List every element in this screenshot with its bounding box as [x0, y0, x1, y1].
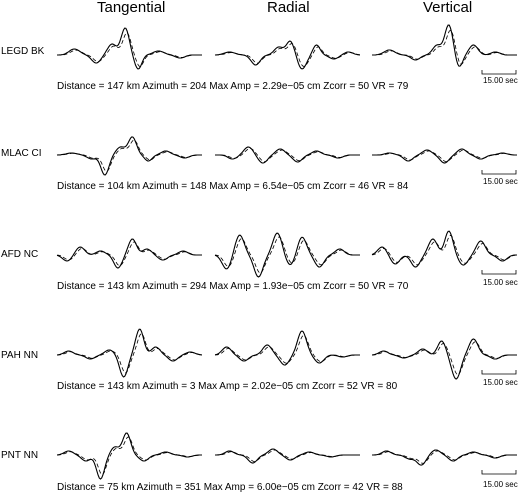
time-scale-label-2: 15.00 sec: [483, 177, 518, 186]
time-scale-bar-5: [482, 470, 516, 474]
time-scale-label-5: 15.00 sec: [483, 480, 518, 489]
synthetic-trace-vertical-5: [372, 451, 517, 463]
time-scale-bar-3: [482, 270, 516, 274]
station-info-3: Distance = 143 km Azimuth = 294 Max Amp = 1.93e−05 cm Zcorr = 50 VR = 70: [57, 281, 409, 292]
synthetic-trace-tangential-1: [57, 33, 202, 67]
observed-trace-tangential-5: [57, 433, 202, 479]
station-label-4: PAH NN: [1, 350, 39, 361]
station-label-5: PNT NN: [1, 450, 39, 461]
station-label-3: AFD NC: [1, 249, 39, 260]
station-label-2: MLAC CI: [1, 148, 42, 159]
synthetic-trace-vertical-2: [372, 150, 517, 161]
observed-trace-tangential-2: [57, 137, 202, 175]
observed-trace-tangential-4: [57, 329, 202, 377]
observed-trace-vertical-3: [372, 231, 517, 267]
time-scale-label-4: 15.00 sec: [483, 378, 518, 387]
synthetic-trace-radial-5: [215, 450, 360, 461]
time-scale-label-3: 15.00 sec: [483, 278, 518, 287]
synthetic-trace-radial-2: [215, 148, 360, 161]
observed-trace-vertical-4: [372, 339, 517, 379]
station-info-1: Distance = 147 km Azimuth = 204 Max Amp = 2.29e−05 cm Zcorr = 50 VR = 79: [57, 81, 409, 92]
synthetic-trace-radial-4: [215, 335, 360, 363]
observed-trace-tangential-3: [57, 239, 202, 268]
station-info-5: Distance = 75 km Azimuth = 351 Max Amp = 6.00e−05 cm Zcorr = 42 VR = 88: [57, 482, 403, 493]
synthetic-trace-tangential-4: [57, 334, 202, 373]
observed-trace-vertical-1: [372, 25, 517, 66]
column-title-vertical: Vertical: [423, 0, 473, 16]
observed-trace-vertical-5: [372, 450, 517, 465]
column-title-tangential: Tangential: [97, 0, 166, 16]
station-info-2: Distance = 104 km Azimuth = 148 Max Amp = 6.54e−05 cm Zcorr = 46 VR = 84: [57, 181, 409, 192]
observed-trace-radial-2: [215, 147, 360, 163]
observed-trace-radial-1: [215, 41, 360, 69]
station-label-1: LEGD BK: [1, 46, 45, 57]
synthetic-trace-tangential-3: [57, 242, 202, 266]
observed-trace-radial-4: [215, 331, 360, 365]
synthetic-trace-vertical-4: [372, 342, 517, 375]
synthetic-trace-radial-1: [215, 44, 360, 67]
time-scale-bar-1: [482, 70, 516, 74]
time-scale-bar-2: [482, 170, 516, 174]
synthetic-trace-tangential-2: [57, 140, 202, 171]
station-info-4: Distance = 143 km Azimuth = 3 Max Amp = 2.02e−05 cm Zcorr = 52 VR = 80: [57, 381, 398, 392]
column-title-radial: Radial: [267, 0, 310, 16]
synthetic-trace-radial-3: [215, 237, 360, 273]
time-scale-bar-4: [482, 370, 516, 374]
observed-trace-tangential-1: [57, 28, 202, 69]
observed-trace-radial-3: [215, 233, 360, 277]
time-scale-label-1: 15.00 sec: [483, 76, 518, 85]
